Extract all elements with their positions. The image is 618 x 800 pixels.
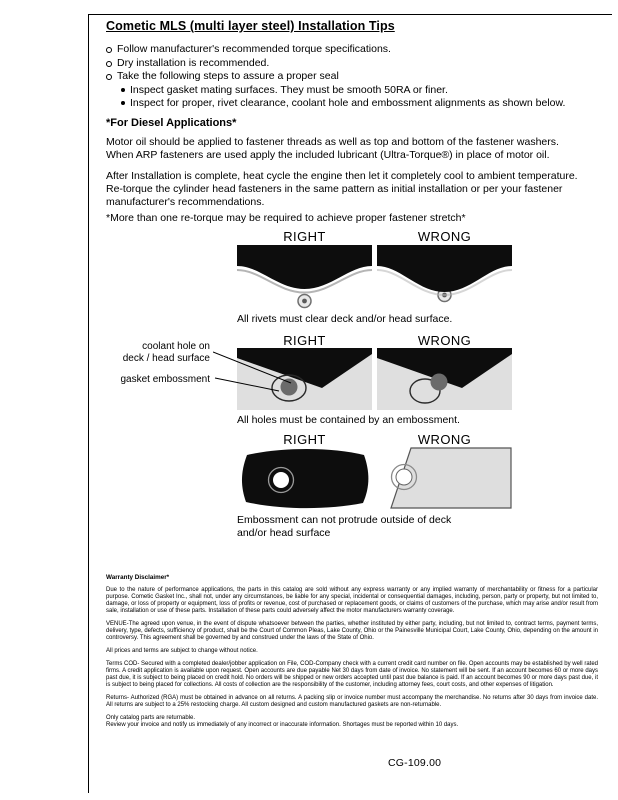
diesel-applications-heading: *For Diesel Applications* xyxy=(106,117,237,129)
list-item xyxy=(106,43,565,57)
diagram-caption: All rivets must clear deck and/or head surface. xyxy=(237,313,453,325)
legal-paragraph: Terms COD- Secured with a completed dealer/jobber application on File, COD-Company check with a current credit card number on file. Open accounts may be established by well rated firms. A credit application is available upon request. Open accounts are due payable Net 30 days from date of invoice. No statement will be sent. If an account becomes 60 or more days past due, it is subject to being placed on credit hold. No orders will be shipped or new orders accepted until past due balance is paid. If an account becomes 90 or more days past due, it is subject to being placed for collections. All costs of collection are the responsibility of the customer, including attorney fees, court costs, and other expenses of litigation. xyxy=(106,661,598,688)
bullet-icon xyxy=(121,88,125,92)
list-item xyxy=(121,97,565,111)
legal-paragraph: Due to the nature of performance applications, the parts in this catalog are sold without any express warranty or any implied warranty of merchantability or fitness for a particular purpose. Cometic Gasket Inc., shall not, under any circumstances, be liable for any special, incidental or consequential damages, including, person, party or property, but not limited to, damage, or loss of property or equipment, loss of profits or revenue, cost of purchased or replacement goods, or claims of customers of the purchase, which may arise and/or result from sale, installation or use of these parts. Installation of these parts could adversely affect the motor manufacturers warranty coverage. xyxy=(106,587,598,614)
right-column-label: RIGHT xyxy=(283,333,326,348)
tip-text: Inspect for proper, rivet clearance, coolant hole and embossment alignments as shown below. xyxy=(130,97,566,109)
wrong-column-label: WRONG xyxy=(417,432,472,447)
retorque-note: *More than one re-torque may be required to achieve proper fastener stretch* xyxy=(106,212,466,224)
list-item xyxy=(121,84,565,98)
page-code: CG-109.00 xyxy=(388,757,442,769)
list-item xyxy=(106,70,565,84)
wrong-column-label: WRONG xyxy=(417,229,472,244)
tip-text: Dry installation is recommended. xyxy=(117,56,270,69)
warranty-disclaimer-heading: Warranty Disclaimer* xyxy=(106,574,170,581)
embossment-wrong-diagram xyxy=(377,348,512,410)
right-column-label: RIGHT xyxy=(283,432,326,447)
coolant-hole-annotation: coolant hole on deck / head surface xyxy=(122,341,210,364)
embossment-right-diagram xyxy=(237,348,372,410)
rivet-wrong-diagram xyxy=(377,245,512,311)
diagram-caption: All holes must be contained by an embossment. xyxy=(237,414,460,426)
legal-paragraph: VENUE-The agreed upon venue, in the event of dispute whatsoever between the parties, whether instituted by either party, including, but not limited to, contract terms, payment terms, delivery, type, defects, sufficiency of product, shall be the Court of Common Pleas, Lake County, Ohio or the Painesville Municipal Court, Lake County, Ohio, depending on the amount in controversy. This agreement shall be governed by and construed under the laws of the State of Ohio. xyxy=(106,621,598,641)
hollow-bullet-icon xyxy=(106,74,112,80)
deck-right-diagram xyxy=(237,447,372,509)
rivet-right-diagram xyxy=(237,245,372,311)
wrong-column-label: WRONG xyxy=(417,333,472,348)
right-column-label: RIGHT xyxy=(283,229,326,244)
gasket-embossment-annotation: gasket embossment xyxy=(120,374,210,385)
diesel-paragraph-1: Motor oil should be applied to fastener threads as well as top and bottom of the fastener washers. When ARP fasteners are used apply the included lubricant (Ultra-Torque®) in place of motor oil. xyxy=(106,136,559,162)
hollow-bullet-icon xyxy=(106,47,112,53)
hollow-bullet-icon xyxy=(106,61,112,67)
tip-text: Follow manufacturer's recommended torque specifications. xyxy=(117,43,391,55)
tips-list xyxy=(106,43,565,111)
diagram-caption: Embossment can not protrude outside of deck and/or head surface xyxy=(237,514,452,539)
tip-text: Take the following steps to assure a proper seal xyxy=(117,70,339,82)
tip-text: Inspect gasket mating surfaces. They must be smooth 50RA or finer. xyxy=(130,83,448,96)
page-title: Cometic MLS (multi layer steel) Installation Tips xyxy=(106,19,395,33)
legal-paragraph: All prices and terms are subject to change without notice. xyxy=(106,648,258,654)
list-item xyxy=(106,57,565,71)
diesel-paragraph-2: After Installation is complete, heat cycle the engine then let it completely cool to ambient temperature. Re-torque the cylinder head fasteners in the same pattern as initial installation or per your fastener manufacturer's recommendations. xyxy=(106,170,578,209)
legal-text xyxy=(106,574,598,729)
legal-paragraph: Only catalog parts are returnable. xyxy=(106,715,196,721)
legal-paragraph: Returns- Authorized (RGA) must be obtained in advance on all returns. A packing slip or invoice number must accompany the merchandise. No returns after 30 days from invoice date. All returns are subject to a 25% restocking charge. All custom designed and custom manufactured gaskets are non-returnable. xyxy=(106,695,598,708)
legal-paragraph: Review your invoice and notify us immediately of any incorrect or inaccurate information. Shortages must be reported within 10 days. xyxy=(106,722,459,728)
deck-wrong-diagram xyxy=(377,447,512,509)
bullet-icon xyxy=(121,101,125,105)
